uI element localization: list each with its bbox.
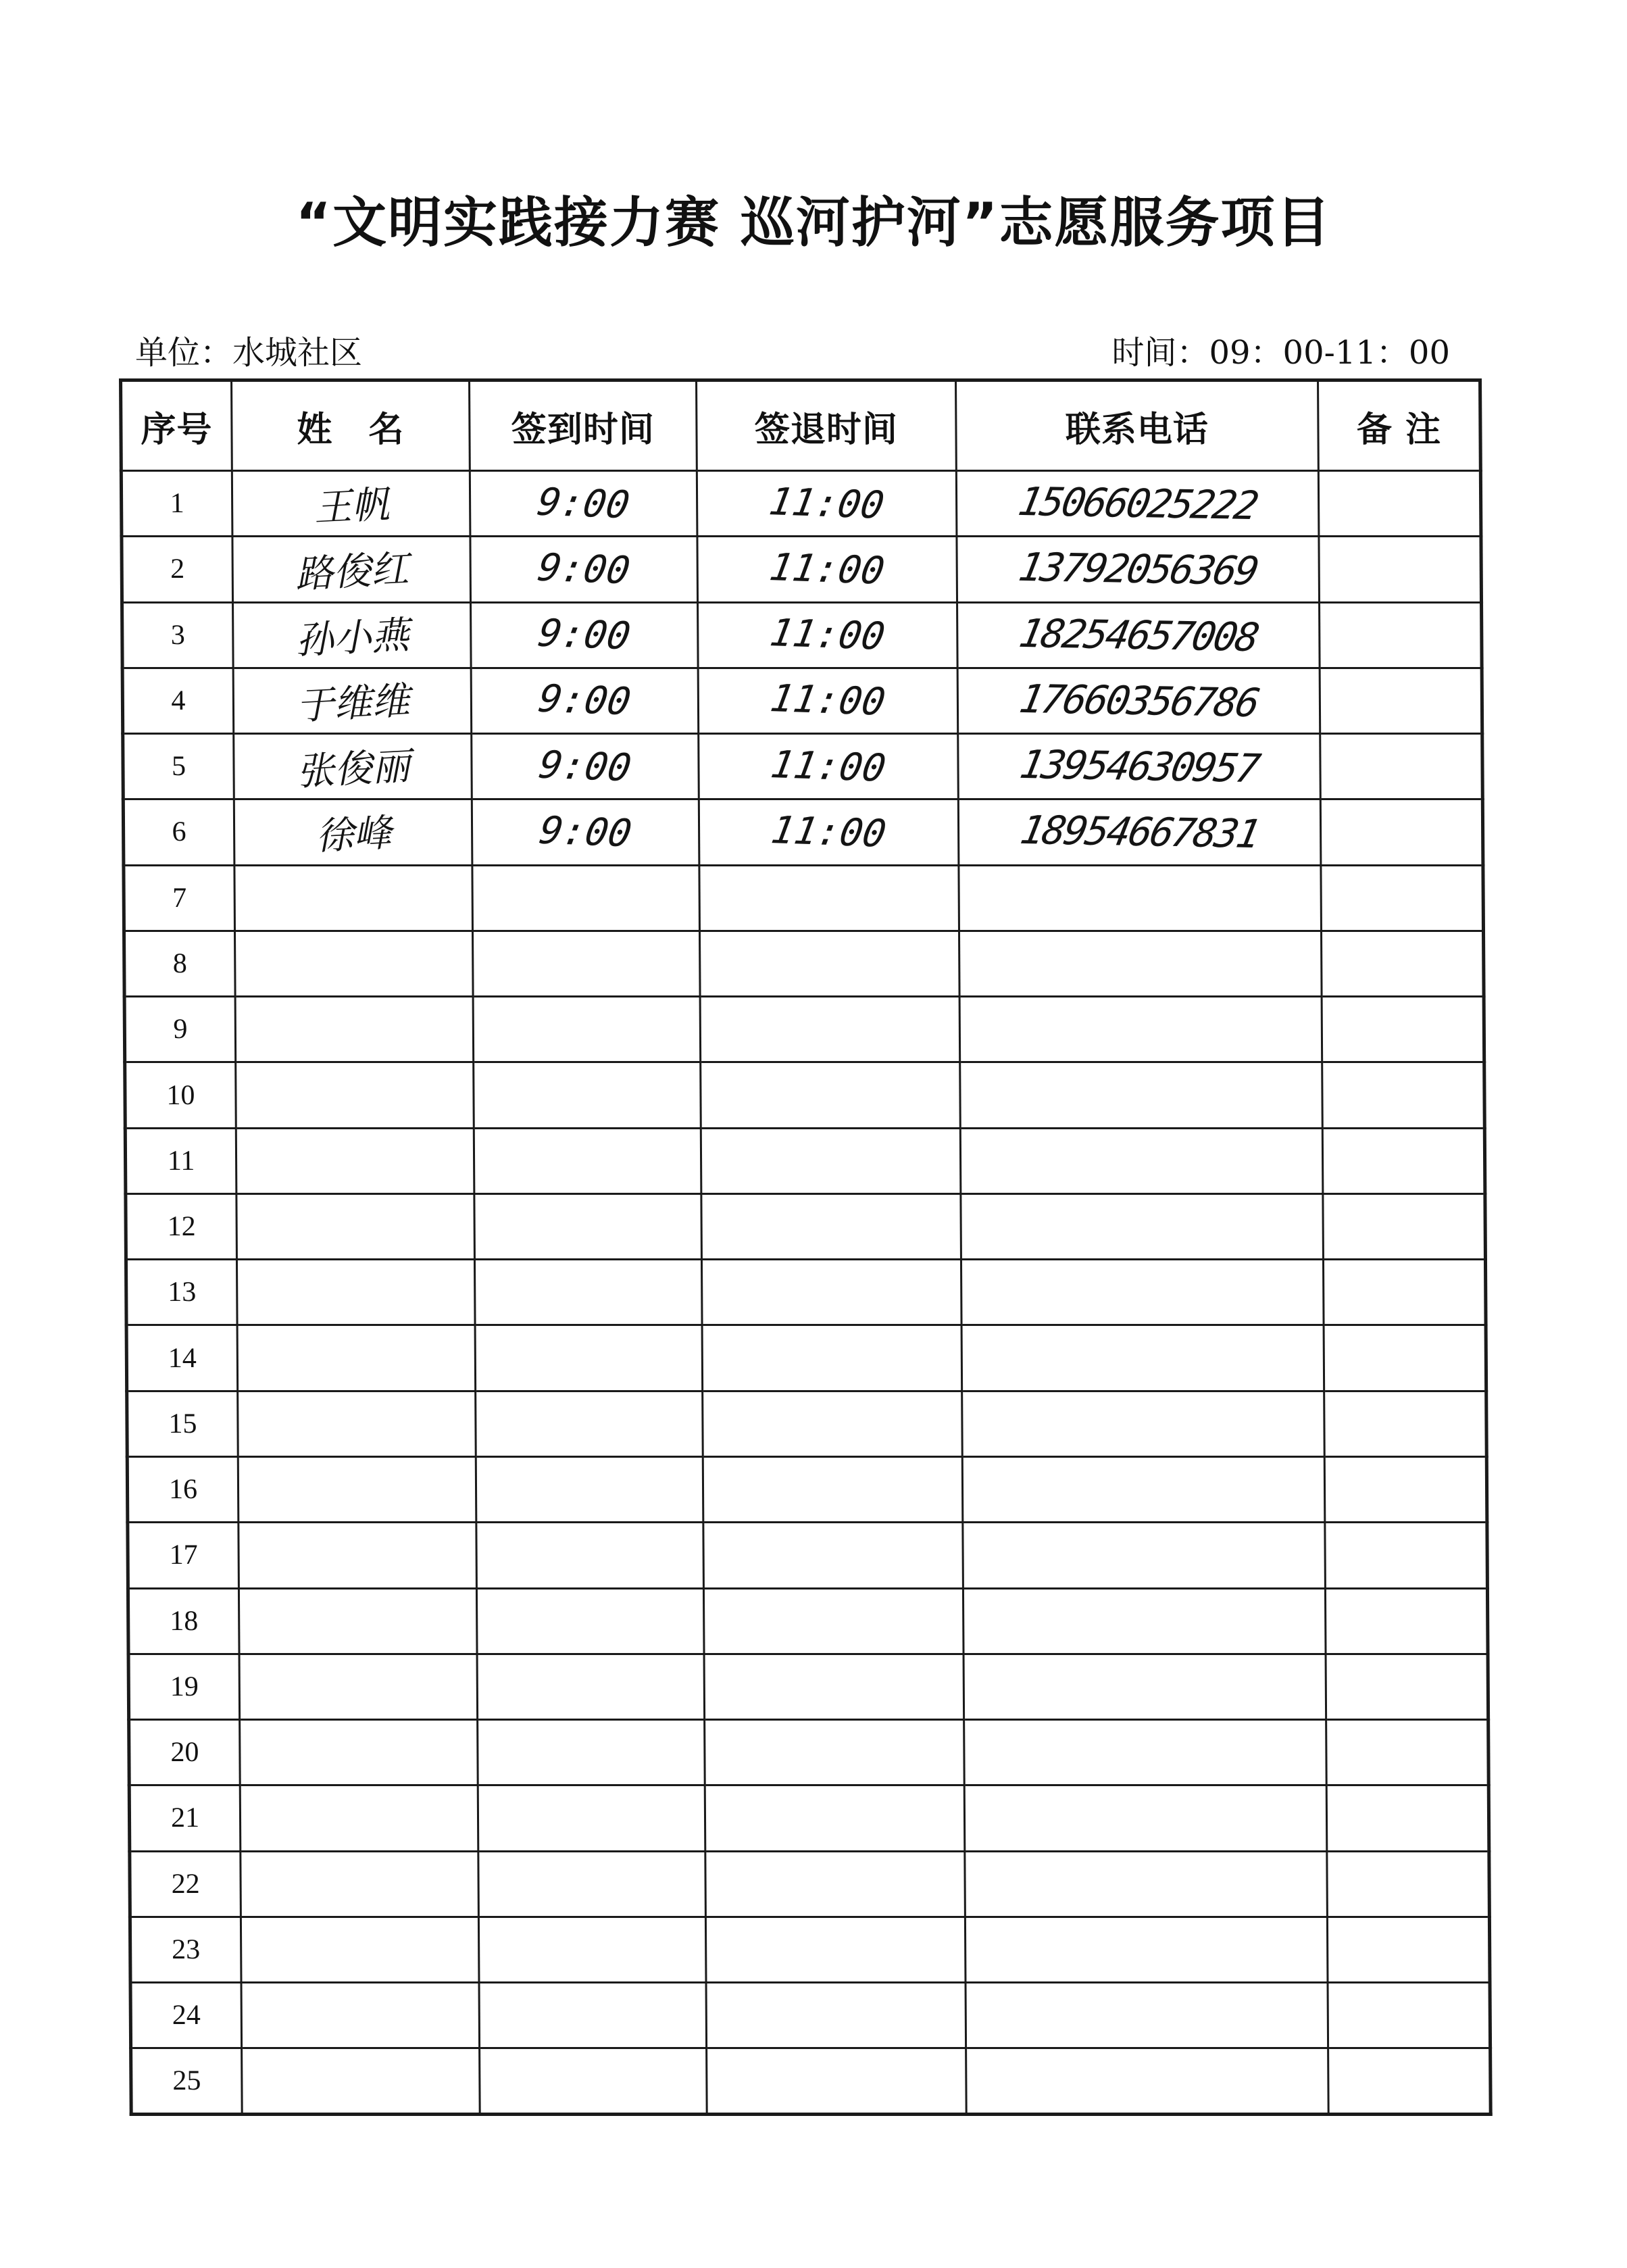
table-row — [128, 1654, 1488, 1719]
row-number-cell: 15 — [127, 1391, 239, 1456]
remark-cell — [1324, 1391, 1487, 1456]
check-in-time-cell — [479, 1983, 707, 2048]
table-row — [125, 1062, 1485, 1128]
phone-number-cell — [961, 1260, 1324, 1325]
header-check-out: 签退时间 — [697, 380, 957, 471]
check-out-time-cell — [703, 1523, 963, 1588]
signin-table — [119, 378, 1493, 2116]
phone-number: 17660356786 — [1016, 675, 1262, 726]
volunteer-name-cell — [242, 2048, 480, 2114]
check-in-time-cell — [474, 1193, 702, 1259]
table-row — [130, 1851, 1490, 1917]
phone-number-cell — [966, 1983, 1328, 2048]
header-no: 序号 — [121, 380, 232, 471]
remark-cell — [1323, 1260, 1486, 1325]
check-out-time-cell — [699, 799, 959, 865]
unit-label: 单位：水城社区 — [135, 334, 363, 372]
table-row — [123, 734, 1483, 799]
phone-number: 18254657008 — [1015, 610, 1261, 660]
volunteer-name-cell — [241, 1851, 479, 1917]
table-row — [130, 1917, 1490, 1982]
check-in-time: 9:00 — [536, 808, 635, 856]
remark-cell — [1324, 1456, 1487, 1522]
check-in-time-cell — [475, 1325, 703, 1391]
volunteer-name-cell — [239, 1523, 477, 1588]
header-remark: 备 注 — [1318, 380, 1481, 471]
volunteer-name-cell — [238, 1391, 476, 1456]
row-number-cell: 2 — [122, 537, 233, 602]
row-number-cell: 16 — [127, 1456, 239, 1522]
table-row — [122, 602, 1482, 668]
phone-number-cell — [962, 1456, 1325, 1522]
check-out-time: 11:00 — [766, 479, 888, 528]
row-number-cell: 7 — [124, 865, 235, 931]
check-out-time: 11:00 — [766, 545, 888, 593]
check-out-time: 11:00 — [767, 676, 889, 725]
check-in-time-cell — [472, 931, 700, 996]
phone-number: 13954630957 — [1016, 741, 1262, 792]
check-in-time-cell — [474, 1128, 701, 1193]
row-number-cell: 22 — [130, 1851, 241, 1917]
table-row — [129, 1720, 1489, 1785]
table-body — [121, 471, 1491, 2115]
volunteer-name-cell — [233, 602, 472, 668]
phone-number-cell — [956, 471, 1319, 537]
volunteer-name-cell — [240, 1785, 478, 1851]
check-out-time: 11:00 — [768, 808, 890, 856]
check-out-time-cell — [697, 537, 957, 602]
table-header-row — [121, 380, 1481, 471]
volunteer-name-cell — [234, 931, 473, 996]
phone-number-cell — [960, 1062, 1323, 1128]
check-in-time-cell — [471, 602, 699, 668]
row-number-cell: 4 — [122, 668, 234, 733]
check-out-time-cell — [705, 1917, 966, 1982]
remark-cell — [1319, 537, 1482, 602]
phone-number-cell — [959, 865, 1322, 931]
table-row — [131, 2048, 1491, 2114]
table-row — [128, 1588, 1488, 1654]
time-label: 时间：09：00-11：00 — [1111, 334, 1450, 372]
row-number-cell: 13 — [126, 1260, 237, 1325]
check-in-time-cell — [470, 471, 697, 537]
check-out-time-cell — [700, 997, 960, 1062]
table-row — [124, 997, 1484, 1062]
remark-cell — [1322, 997, 1484, 1062]
remark-cell — [1326, 1720, 1489, 1785]
signin-sheet — [119, 378, 1489, 2110]
remark-cell — [1327, 1851, 1490, 1917]
row-number-cell: 18 — [128, 1588, 239, 1654]
row-number-cell: 1 — [121, 471, 232, 537]
check-in-time: 9:00 — [534, 611, 634, 659]
remark-cell — [1320, 602, 1482, 668]
volunteer-name-cell — [236, 1193, 475, 1259]
check-out-time-cell — [705, 1785, 965, 1851]
check-out-time-cell — [697, 471, 957, 537]
remark-cell — [1320, 734, 1483, 799]
volunteer-name-cell — [236, 1260, 475, 1325]
table-row — [126, 1260, 1486, 1325]
volunteer-name-cell — [241, 1917, 479, 1982]
check-out-time: 11:00 — [768, 742, 889, 791]
check-in-time-cell — [478, 1785, 705, 1851]
phone-number: 18954667831 — [1016, 807, 1263, 858]
check-out-time-cell — [701, 1193, 961, 1259]
row-number-cell: 11 — [125, 1128, 236, 1193]
check-in-time-cell — [478, 1851, 706, 1917]
check-in-time: 9:00 — [535, 677, 634, 724]
phone-number-cell — [966, 2048, 1329, 2114]
volunteer-name-cell — [240, 1720, 478, 1785]
row-number-cell: 20 — [129, 1720, 241, 1785]
volunteer-name: 孙小燕 — [294, 613, 410, 664]
remark-cell — [1322, 1128, 1485, 1193]
check-in-time-cell — [476, 1456, 703, 1522]
table-row — [122, 668, 1482, 733]
phone-number: 15066025222 — [1014, 478, 1261, 529]
phone-number-cell — [961, 1193, 1324, 1259]
table-row — [129, 1785, 1489, 1851]
check-out-time-cell — [701, 1062, 961, 1128]
volunteer-name-cell — [241, 1983, 480, 2048]
check-in-time-cell — [472, 865, 700, 931]
check-out-time-cell — [704, 1654, 964, 1719]
phone-number-cell — [963, 1588, 1326, 1654]
table-row — [126, 1193, 1486, 1259]
phone-number-cell — [965, 1917, 1328, 1982]
check-out-time-cell — [701, 1260, 961, 1325]
row-number-cell: 25 — [131, 2048, 243, 2114]
check-out-time: 11:00 — [767, 611, 888, 659]
check-out-time-cell — [703, 1588, 963, 1654]
row-number-cell: 3 — [122, 602, 234, 668]
volunteer-name-cell — [232, 471, 470, 537]
table-row — [124, 865, 1484, 931]
check-in-time-cell — [472, 799, 699, 865]
check-out-time-cell — [705, 1720, 965, 1785]
row-number-cell: 12 — [126, 1193, 237, 1259]
check-out-time-cell — [699, 865, 959, 931]
check-out-time-cell — [706, 1983, 966, 2048]
header-check-in: 签到时间 — [470, 380, 697, 471]
check-out-time-cell — [699, 931, 959, 996]
phone-number-cell — [957, 602, 1320, 668]
check-in-time-cell — [480, 2048, 707, 2114]
row-number-cell: 17 — [128, 1523, 239, 1588]
volunteer-name-cell — [234, 799, 472, 865]
check-in-time-cell — [473, 997, 701, 1062]
table-row — [126, 1325, 1486, 1391]
volunteer-name: 徐峰 — [314, 811, 393, 860]
volunteer-name: 路俊红 — [293, 547, 410, 597]
check-in-time-cell — [470, 537, 698, 602]
page-title: “文明实践接力赛 巡河护河”志愿服务项目 — [295, 191, 1332, 254]
remark-cell — [1318, 471, 1481, 537]
row-number-cell: 19 — [128, 1654, 240, 1719]
remark-cell — [1321, 931, 1484, 996]
check-in-time-cell — [476, 1523, 704, 1588]
check-in-time-cell — [472, 734, 699, 799]
volunteer-name-cell — [235, 997, 474, 1062]
table-row — [123, 799, 1483, 865]
table-row — [122, 537, 1482, 602]
volunteer-name: 于维维 — [294, 679, 411, 729]
row-number-cell: 8 — [124, 931, 235, 996]
volunteer-name-cell — [239, 1654, 478, 1719]
row-number-cell: 5 — [123, 734, 234, 799]
check-in-time-cell — [471, 668, 699, 733]
phone-number-cell — [959, 931, 1322, 996]
phone-number-cell — [965, 1851, 1328, 1917]
remark-cell — [1326, 1785, 1489, 1851]
phone-number-cell — [961, 1325, 1324, 1391]
check-in-time-cell — [477, 1654, 705, 1719]
row-number-cell: 23 — [130, 1917, 241, 1982]
phone-number-cell — [958, 799, 1321, 865]
volunteer-name-cell — [232, 537, 471, 602]
remark-cell — [1323, 1193, 1486, 1259]
remark-cell — [1320, 799, 1483, 865]
volunteer-name-cell — [238, 1456, 476, 1522]
remark-cell — [1321, 865, 1484, 931]
volunteer-name-cell — [234, 865, 473, 931]
row-number-cell: 21 — [129, 1785, 241, 1851]
check-in-time-cell — [476, 1391, 703, 1456]
remark-cell — [1322, 1062, 1485, 1128]
table-row — [130, 1983, 1491, 2048]
check-out-time-cell — [703, 1456, 963, 1522]
table-row — [124, 931, 1484, 996]
check-in-time-cell — [476, 1588, 704, 1654]
check-out-time-cell — [699, 734, 959, 799]
phone-number-cell — [958, 734, 1321, 799]
check-out-time-cell — [698, 602, 958, 668]
row-number-cell: 24 — [130, 1983, 242, 2048]
table-row — [128, 1523, 1488, 1588]
check-out-time-cell — [701, 1128, 961, 1193]
remark-cell — [1320, 668, 1482, 733]
remark-cell — [1325, 1588, 1488, 1654]
remark-cell — [1324, 1325, 1486, 1391]
phone-number-cell — [964, 1785, 1327, 1851]
volunteer-name-cell — [234, 734, 472, 799]
volunteer-name-cell — [236, 1128, 474, 1193]
volunteer-name-cell — [237, 1325, 476, 1391]
volunteer-name: 王帆 — [312, 483, 391, 531]
table-row — [127, 1391, 1487, 1456]
phone-number-cell — [957, 668, 1320, 733]
phone-number-cell — [960, 1128, 1323, 1193]
header-name: 姓 名 — [232, 380, 470, 471]
phone-number-cell — [964, 1720, 1327, 1785]
row-number-cell: 6 — [123, 799, 234, 865]
check-in-time-cell — [478, 1917, 706, 1982]
table-row — [125, 1128, 1485, 1193]
check-in-time-cell — [474, 1260, 702, 1325]
row-number-cell: 10 — [125, 1062, 236, 1128]
row-number-cell: 9 — [124, 997, 236, 1062]
check-out-time-cell — [705, 1851, 966, 1917]
remark-cell — [1325, 1523, 1488, 1588]
header-phone: 联系电话 — [956, 380, 1319, 471]
phone-number: 13792056369 — [1015, 544, 1261, 595]
phone-number-cell — [957, 537, 1320, 602]
remark-cell — [1328, 1983, 1491, 2048]
volunteer-name-cell — [239, 1588, 477, 1654]
check-out-time-cell — [698, 668, 958, 733]
remark-cell — [1327, 1917, 1490, 1982]
volunteer-name-cell — [236, 1062, 474, 1128]
check-in-time: 9:00 — [534, 480, 633, 527]
table-row — [121, 471, 1481, 537]
check-in-time-cell — [474, 1062, 701, 1128]
check-out-time-cell — [703, 1391, 963, 1456]
row-number-cell: 14 — [126, 1325, 238, 1391]
table-row — [127, 1456, 1487, 1522]
check-out-time-cell — [702, 1325, 962, 1391]
phone-number-cell — [959, 997, 1322, 1062]
check-in-time: 9:00 — [534, 545, 634, 593]
remark-cell — [1326, 1654, 1488, 1719]
volunteer-name: 张俊丽 — [295, 744, 411, 795]
check-in-time-cell — [478, 1720, 705, 1785]
phone-number-cell — [963, 1654, 1326, 1719]
phone-number-cell — [963, 1523, 1326, 1588]
phone-number-cell — [962, 1391, 1325, 1456]
remark-cell — [1328, 2048, 1491, 2114]
check-out-time-cell — [707, 2048, 967, 2114]
volunteer-name-cell — [233, 668, 472, 733]
check-in-time: 9:00 — [536, 743, 634, 790]
